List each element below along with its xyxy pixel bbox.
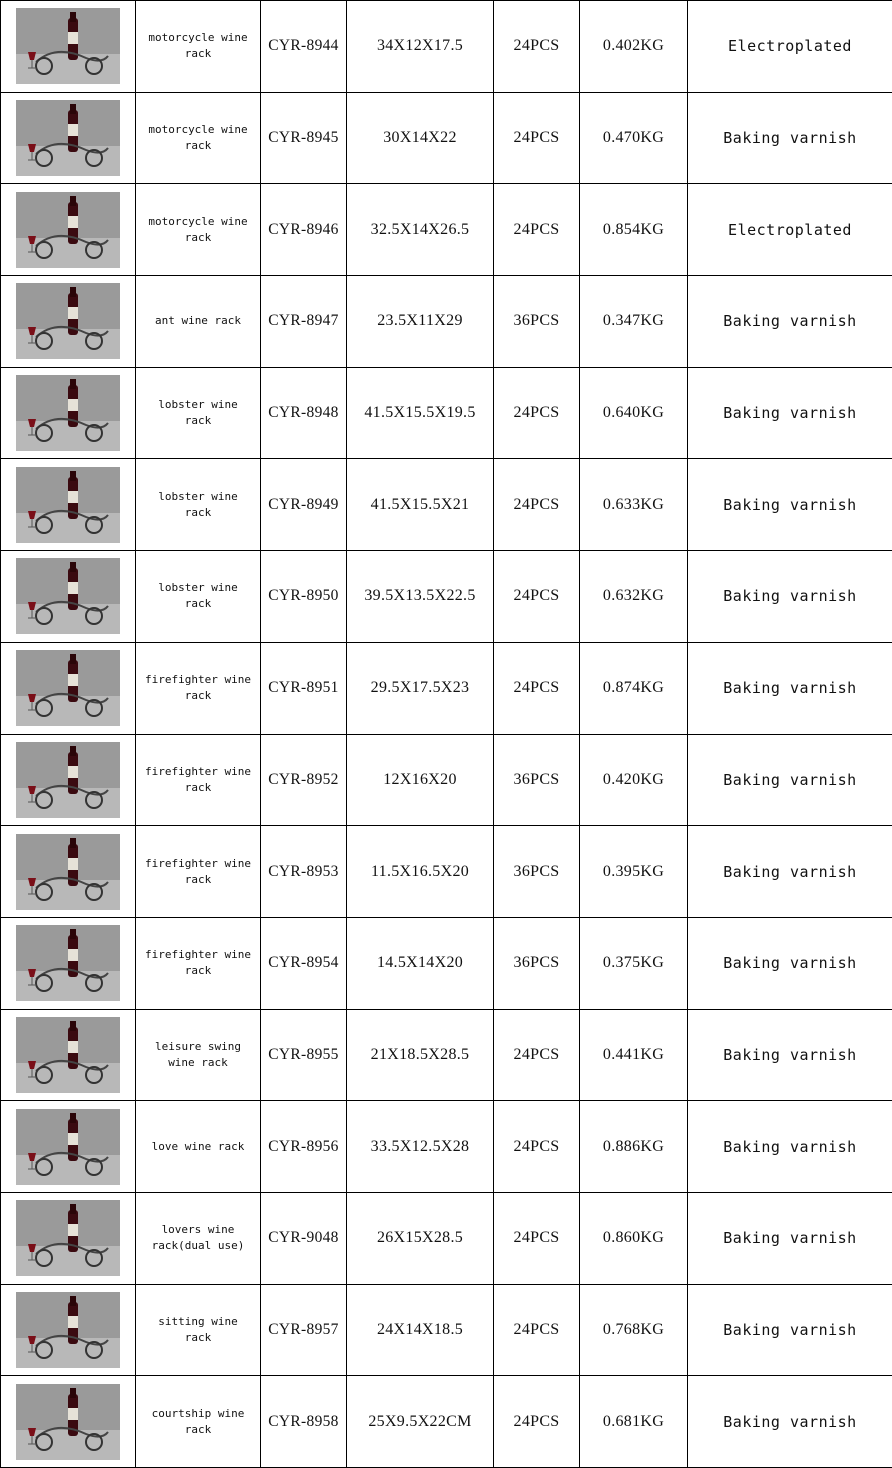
surface-finish: Baking varnish (688, 1284, 892, 1376)
product-photo (16, 283, 120, 359)
product-weight: 0.402KG (580, 1, 688, 93)
surface-finish: Baking varnish (688, 734, 892, 826)
carton-quantity: 36PCS (494, 917, 580, 1009)
product-code: CYR-8956 (261, 1101, 347, 1193)
product-row (1, 459, 892, 551)
product-dimensions: 26X15X28.5 (347, 1192, 494, 1284)
product-code: CYR-8955 (261, 1009, 347, 1101)
product-dimensions: 41.5X15.5X21 (347, 459, 494, 551)
product-row (1, 1376, 892, 1468)
product-photo-cell (1, 551, 136, 643)
product-row (1, 642, 892, 734)
product-photo-cell (1, 917, 136, 1009)
product-code: CYR-8944 (261, 1, 347, 93)
product-name: ant wine rack (136, 276, 261, 368)
product-photo-cell (1, 734, 136, 826)
product-name: lobster wine rack (136, 459, 261, 551)
product-photo (16, 1109, 120, 1185)
wine-rack-illustration (16, 467, 120, 543)
product-photo (16, 375, 120, 451)
carton-quantity: 24PCS (494, 642, 580, 734)
product-name: motorcycle wine rack (136, 184, 261, 276)
product-name: motorcycle wine rack (136, 1, 261, 93)
product-photo (16, 8, 120, 84)
product-photo-cell (1, 367, 136, 459)
carton-quantity: 36PCS (494, 826, 580, 918)
product-weight: 0.860KG (580, 1192, 688, 1284)
product-name: firefighter wine rack (136, 826, 261, 918)
product-name: courtship wine rack (136, 1376, 261, 1468)
wine-rack-illustration (16, 650, 120, 726)
carton-quantity: 24PCS (494, 1009, 580, 1101)
wine-rack-illustration (16, 742, 120, 818)
product-photo (16, 1384, 120, 1460)
carton-quantity: 24PCS (494, 459, 580, 551)
surface-finish: Baking varnish (688, 826, 892, 918)
carton-quantity: 24PCS (494, 1284, 580, 1376)
product-photo-cell (1, 642, 136, 734)
product-code: CYR-8950 (261, 551, 347, 643)
product-code: CYR-8957 (261, 1284, 347, 1376)
wine-rack-illustration (16, 1017, 120, 1093)
product-rows (1, 1, 892, 1468)
carton-quantity: 24PCS (494, 1, 580, 93)
product-dimensions: 12X16X20 (347, 734, 494, 826)
product-photo (16, 1017, 120, 1093)
product-code: CYR-8954 (261, 917, 347, 1009)
product-photo-cell (1, 1, 136, 93)
product-weight: 0.441KG (580, 1009, 688, 1101)
product-weight: 0.470KG (580, 92, 688, 184)
product-photo (16, 1292, 120, 1368)
wine-rack-illustration (16, 283, 120, 359)
product-code: CYR-8948 (261, 367, 347, 459)
product-name: leisure swing wine rack (136, 1009, 261, 1101)
carton-quantity: 24PCS (494, 1101, 580, 1193)
product-dimensions: 39.5X13.5X22.5 (347, 551, 494, 643)
wine-rack-illustration (16, 192, 120, 268)
product-dimensions: 30X14X22 (347, 92, 494, 184)
wine-rack-illustration (16, 925, 120, 1001)
product-name: lobster wine rack (136, 367, 261, 459)
product-name: lobster wine rack (136, 551, 261, 643)
product-name: firefighter wine rack (136, 734, 261, 826)
product-photo-cell (1, 92, 136, 184)
wine-rack-illustration (16, 1292, 120, 1368)
product-photo-cell (1, 1192, 136, 1284)
surface-finish: Baking varnish (688, 1009, 892, 1101)
surface-finish: Baking varnish (688, 1101, 892, 1193)
product-photo-cell (1, 276, 136, 368)
surface-finish: Electroplated (688, 184, 892, 276)
product-name: motorcycle wine rack (136, 92, 261, 184)
product-dimensions: 14.5X14X20 (347, 917, 494, 1009)
product-row (1, 734, 892, 826)
product-dimensions: 21X18.5X28.5 (347, 1009, 494, 1101)
product-code: CYR-9048 (261, 1192, 347, 1284)
surface-finish: Baking varnish (688, 276, 892, 368)
product-code: CYR-8952 (261, 734, 347, 826)
product-row (1, 1009, 892, 1101)
product-photo (16, 834, 120, 910)
product-photo-cell (1, 1376, 136, 1468)
product-photo (16, 1200, 120, 1276)
product-code: CYR-8949 (261, 459, 347, 551)
carton-quantity: 24PCS (494, 92, 580, 184)
product-photo (16, 558, 120, 634)
wine-rack-illustration (16, 1384, 120, 1460)
surface-finish: Baking varnish (688, 1192, 892, 1284)
product-photo (16, 467, 120, 543)
product-weight: 0.874KG (580, 642, 688, 734)
wine-rack-illustration (16, 375, 120, 451)
product-row (1, 184, 892, 276)
product-name: firefighter wine rack (136, 917, 261, 1009)
product-weight: 0.886KG (580, 1101, 688, 1193)
surface-finish: Baking varnish (688, 92, 892, 184)
product-photo-cell (1, 1101, 136, 1193)
product-row (1, 551, 892, 643)
carton-quantity: 24PCS (494, 184, 580, 276)
product-row (1, 1192, 892, 1284)
surface-finish: Baking varnish (688, 642, 892, 734)
wine-rack-illustration (16, 834, 120, 910)
product-row (1, 1284, 892, 1376)
product-code: CYR-8951 (261, 642, 347, 734)
product-photo-cell (1, 1284, 136, 1376)
carton-quantity: 24PCS (494, 1376, 580, 1468)
product-weight: 0.347KG (580, 276, 688, 368)
wine-rack-illustration (16, 8, 120, 84)
product-weight: 0.420KG (580, 734, 688, 826)
product-photo (16, 100, 120, 176)
product-dimensions: 11.5X16.5X20 (347, 826, 494, 918)
surface-finish: Baking varnish (688, 917, 892, 1009)
product-photo (16, 650, 120, 726)
product-dimensions: 23.5X11X29 (347, 276, 494, 368)
product-weight: 0.640KG (580, 367, 688, 459)
surface-finish: Baking varnish (688, 459, 892, 551)
carton-quantity: 36PCS (494, 734, 580, 826)
wine-rack-illustration (16, 1109, 120, 1185)
product-code: CYR-8958 (261, 1376, 347, 1468)
product-code: CYR-8946 (261, 184, 347, 276)
product-dimensions: 25X9.5X22CM (347, 1376, 494, 1468)
product-weight: 0.375KG (580, 917, 688, 1009)
product-row (1, 92, 892, 184)
product-dimensions: 32.5X14X26.5 (347, 184, 494, 276)
surface-finish: Baking varnish (688, 551, 892, 643)
product-code: CYR-8945 (261, 92, 347, 184)
product-dimensions: 41.5X15.5X19.5 (347, 367, 494, 459)
product-name: firefighter wine rack (136, 642, 261, 734)
product-weight: 0.632KG (580, 551, 688, 643)
product-dimensions: 29.5X17.5X23 (347, 642, 494, 734)
carton-quantity: 36PCS (494, 276, 580, 368)
product-row (1, 1101, 892, 1193)
product-dimensions: 34X12X17.5 (347, 1, 494, 93)
product-name: sitting wine rack (136, 1284, 261, 1376)
product-photo-cell (1, 184, 136, 276)
product-code: CYR-8947 (261, 276, 347, 368)
wine-rack-illustration (16, 558, 120, 634)
product-row (1, 1, 892, 93)
product-photo-cell (1, 459, 136, 551)
product-row (1, 917, 892, 1009)
product-weight: 0.768KG (580, 1284, 688, 1376)
product-photo-cell (1, 826, 136, 918)
surface-finish: Electroplated (688, 1, 892, 93)
product-weight: 0.854KG (580, 184, 688, 276)
carton-quantity: 24PCS (494, 1192, 580, 1284)
product-row (1, 367, 892, 459)
product-name: lovers wine rack(dual use) (136, 1192, 261, 1284)
product-photo-cell (1, 1009, 136, 1101)
product-photo (16, 925, 120, 1001)
product-row (1, 826, 892, 918)
product-dimensions: 33.5X12.5X28 (347, 1101, 494, 1193)
surface-finish: Baking varnish (688, 1376, 892, 1468)
product-weight: 0.633KG (580, 459, 688, 551)
wine-rack-illustration (16, 1200, 120, 1276)
product-name: love wine rack (136, 1101, 261, 1193)
carton-quantity: 24PCS (494, 551, 580, 643)
product-code: CYR-8953 (261, 826, 347, 918)
surface-finish: Baking varnish (688, 367, 892, 459)
product-photo (16, 192, 120, 268)
product-dimensions: 24X14X18.5 (347, 1284, 494, 1376)
product-weight: 0.681KG (580, 1376, 688, 1468)
wine-rack-illustration (16, 100, 120, 176)
product-weight: 0.395KG (580, 826, 688, 918)
product-photo (16, 742, 120, 818)
product-row (1, 276, 892, 368)
carton-quantity: 24PCS (494, 367, 580, 459)
